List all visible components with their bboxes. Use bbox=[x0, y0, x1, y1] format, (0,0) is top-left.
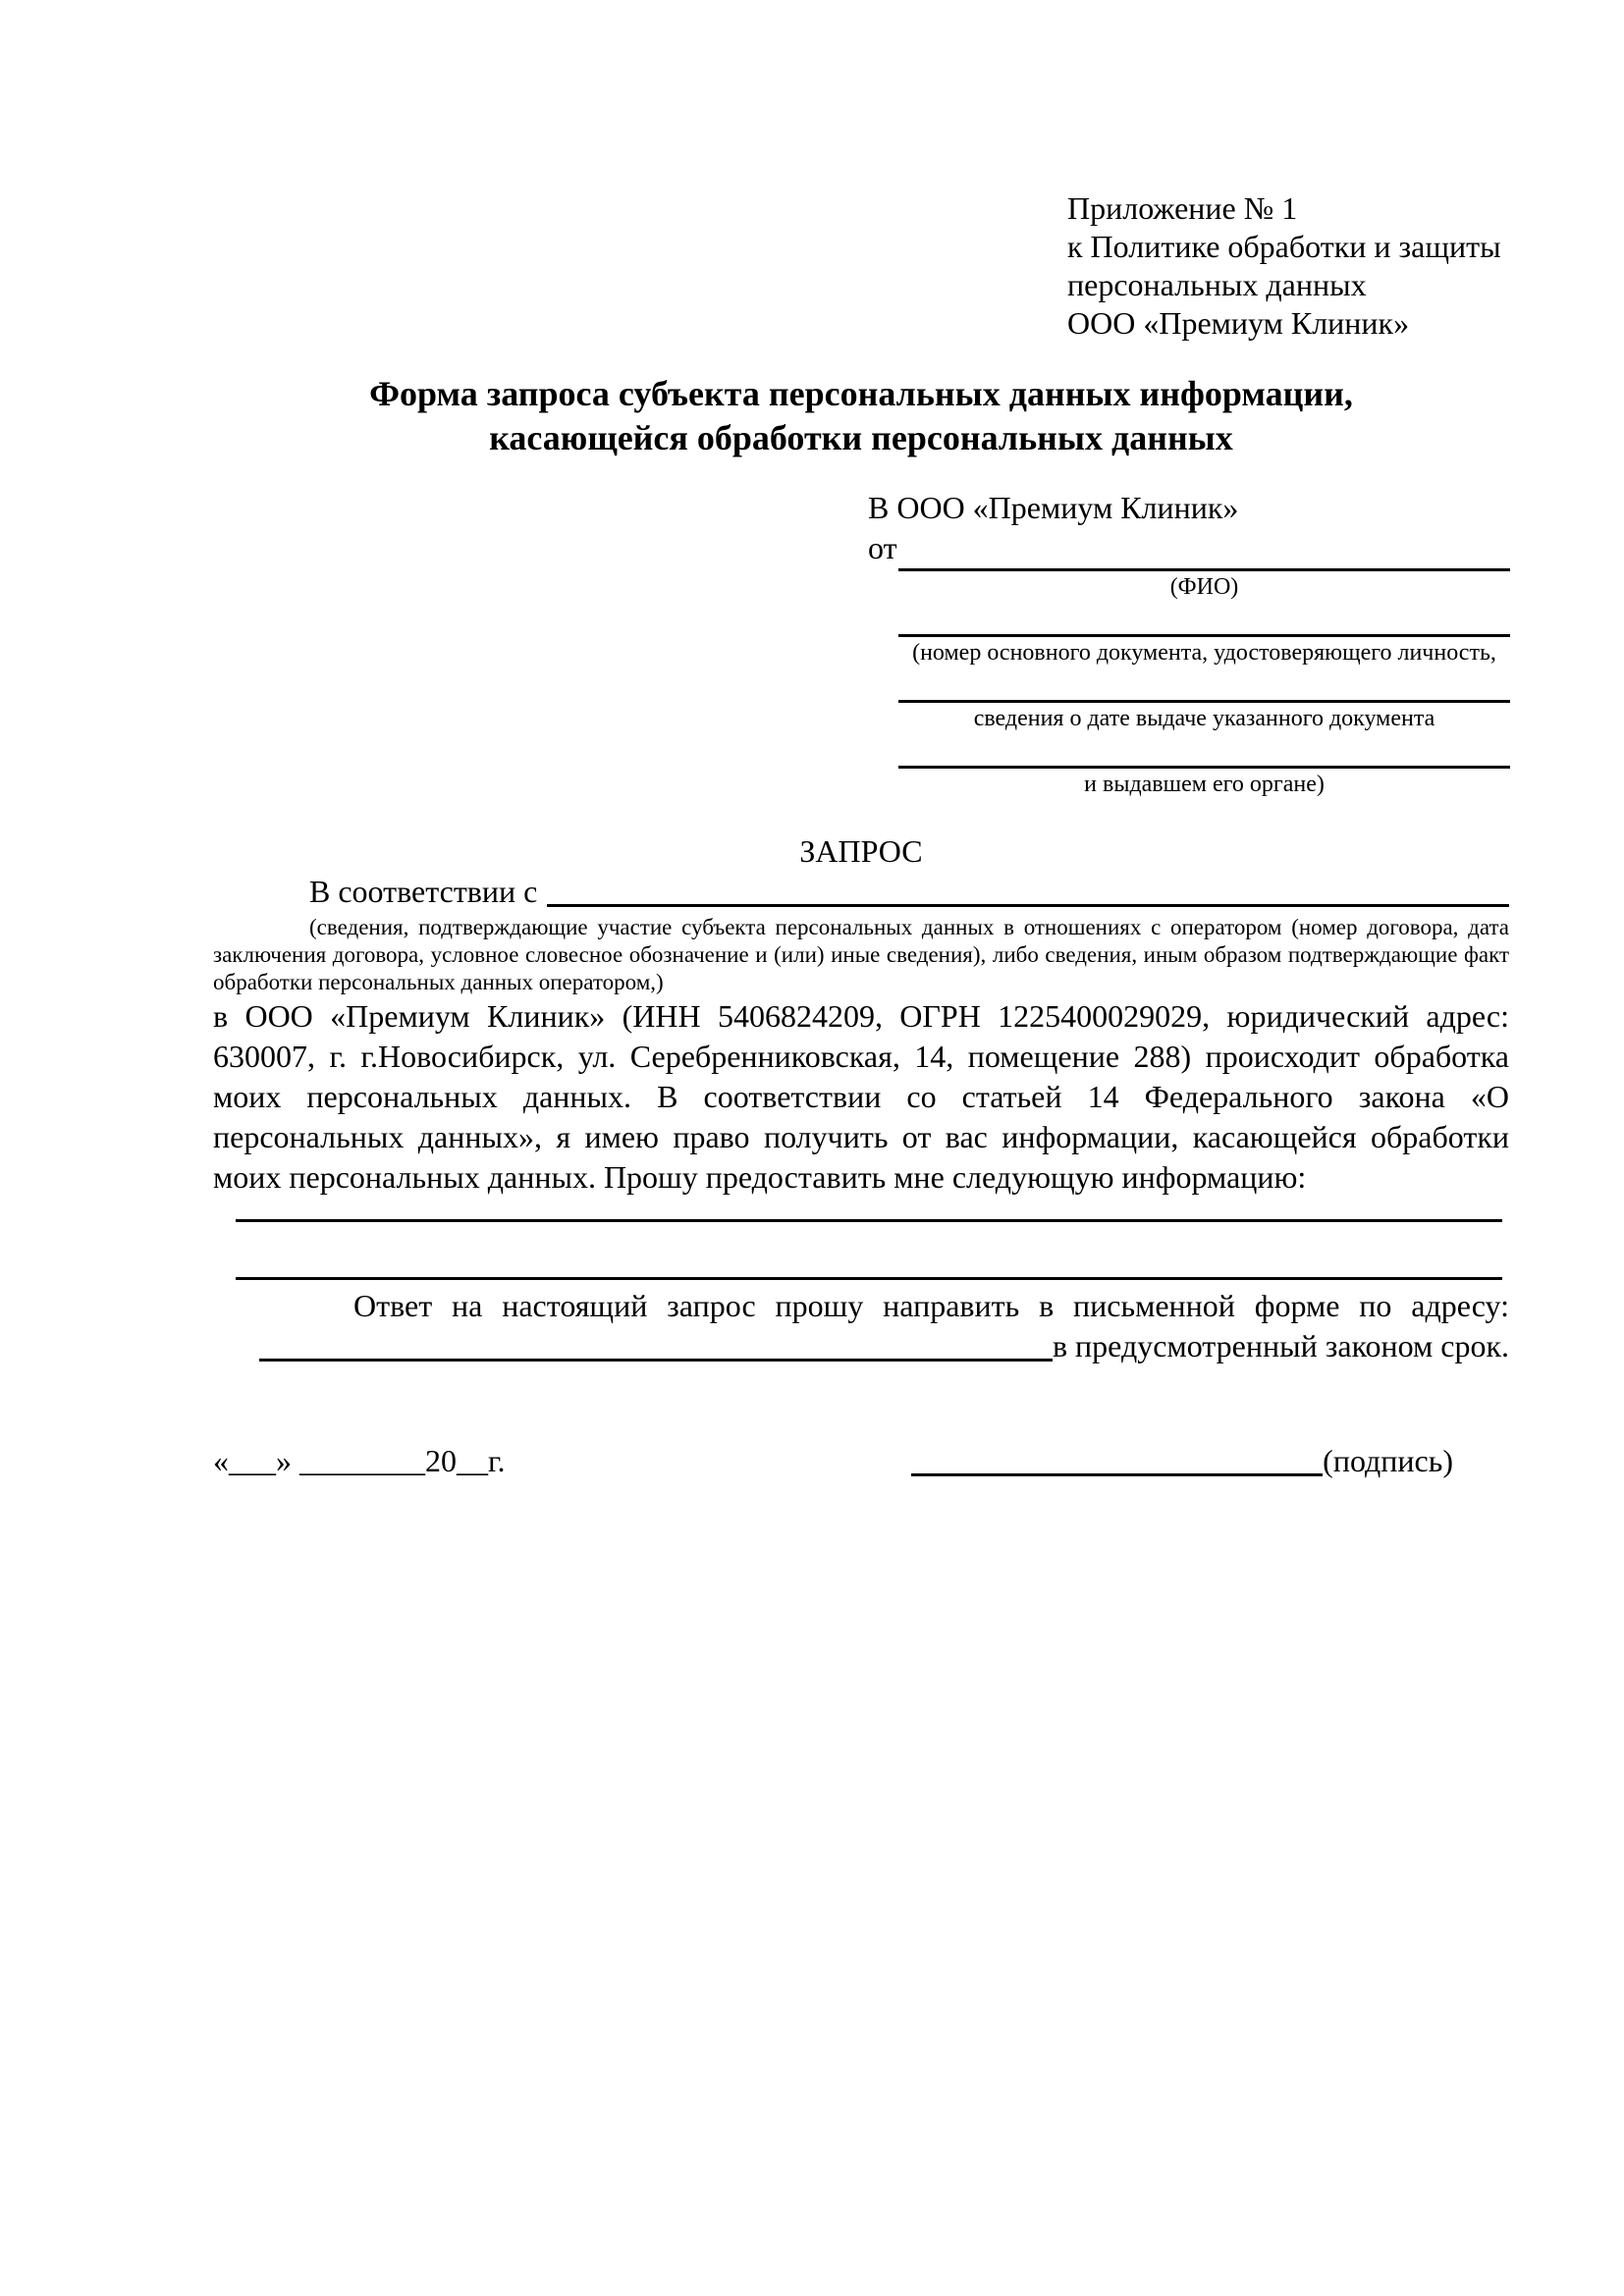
appendix-header-line: Приложение № 1 bbox=[1067, 190, 1298, 226]
requested-info-blank-line bbox=[236, 1277, 1502, 1280]
basis-footnote-line: заключения договора, условное словесное обозначение и (или) иные сведения), либо сведения, иным образом подтверждающие факт bbox=[213, 942, 1509, 967]
issue-date-field bbox=[898, 700, 1510, 732]
response-address-line bbox=[213, 1326, 1509, 1366]
issue-date-field-caption: сведения о дате выдаче указанного документа bbox=[973, 706, 1435, 731]
issuing-authority-field-line bbox=[898, 766, 1510, 769]
signature-blank-line bbox=[911, 1473, 1323, 1476]
fio-field-caption: (ФИО) bbox=[1169, 574, 1239, 600]
response-deadline-text: в предусмотренный законом срок. bbox=[1052, 1328, 1509, 1363]
page-title bbox=[213, 372, 1509, 460]
document-number-field-line bbox=[898, 634, 1510, 637]
appendix-header-line: ООО «Премиум Клиник» bbox=[1067, 305, 1410, 341]
issuing-authority-field bbox=[898, 766, 1510, 798]
basis-footnote-line: (сведения, подтверждающие участие субъекта персональных данных в отношениях с оператором (номер договора, дата bbox=[309, 915, 1509, 939]
request-body-line: моих персональных данных. Прошу предоставить мне следующую информацию: bbox=[213, 1159, 1307, 1195]
issuing-authority-field-caption: и выдавшем его органе) bbox=[1084, 772, 1325, 797]
request-body-line: персональных данных», я имею право получить от вас информации, касающейся обработки bbox=[213, 1119, 1509, 1154]
response-address-blank-line bbox=[259, 1359, 1053, 1362]
addressee-from-label: от bbox=[868, 530, 897, 565]
document-content bbox=[213, 189, 1509, 1481]
page-title-line: касающейся обработки персональных данных bbox=[489, 418, 1233, 457]
signature-block bbox=[911, 1441, 1453, 1481]
document-number-field bbox=[898, 634, 1510, 667]
date-blank: «___» ________20__г. bbox=[213, 1443, 506, 1478]
request-body-paragraph bbox=[213, 996, 1509, 1198]
request-body-line: в ООО «Премиум Клиник» (ИНН 5406824209, ОГРН 1225400029029, юридический адрес: bbox=[213, 998, 1509, 1034]
appendix-header-line: персональных данных bbox=[1067, 267, 1367, 302]
response-instruction-line: Ответ на настоящий запрос прошу направить в письменной форме по адресу: bbox=[353, 1288, 1509, 1323]
request-body-line: 630007, г. г.Новосибирск, ул. Серебренниковская, 14, помещение 288) происходит обработка bbox=[213, 1039, 1509, 1074]
fio-field bbox=[898, 568, 1510, 601]
fio-field-line bbox=[898, 568, 1510, 571]
basis-footnote bbox=[213, 914, 1509, 996]
addressee-organization: В ООО «Премиум Клиник» bbox=[868, 490, 1239, 525]
page-title-line: Форма запроса субъекта персональных данных информации, bbox=[369, 374, 1353, 413]
basis-blank-line bbox=[547, 904, 1509, 907]
basis-prefix: В соответствии с bbox=[309, 874, 538, 909]
signature-caption: (подпись) bbox=[1323, 1443, 1453, 1478]
requested-info-blank-line bbox=[236, 1219, 1502, 1222]
basis-footnote-line: обработки персональных данных оператором,) bbox=[213, 970, 664, 994]
request-body-line: моих персональных данных. В соответствии со статьей 14 Федерального закона «О bbox=[213, 1079, 1509, 1114]
appendix-header-line: к Политике обработки и защиты bbox=[1067, 229, 1501, 264]
document-number-field-caption: (номер основного документа, удостоверяющего личность, bbox=[912, 640, 1496, 666]
request-heading: ЗАПРОС bbox=[799, 833, 923, 869]
issue-date-field-line bbox=[898, 700, 1510, 703]
appendix-header bbox=[1067, 189, 1509, 343]
basis-line bbox=[213, 872, 1509, 912]
date-signature-row bbox=[213, 1441, 1509, 1481]
